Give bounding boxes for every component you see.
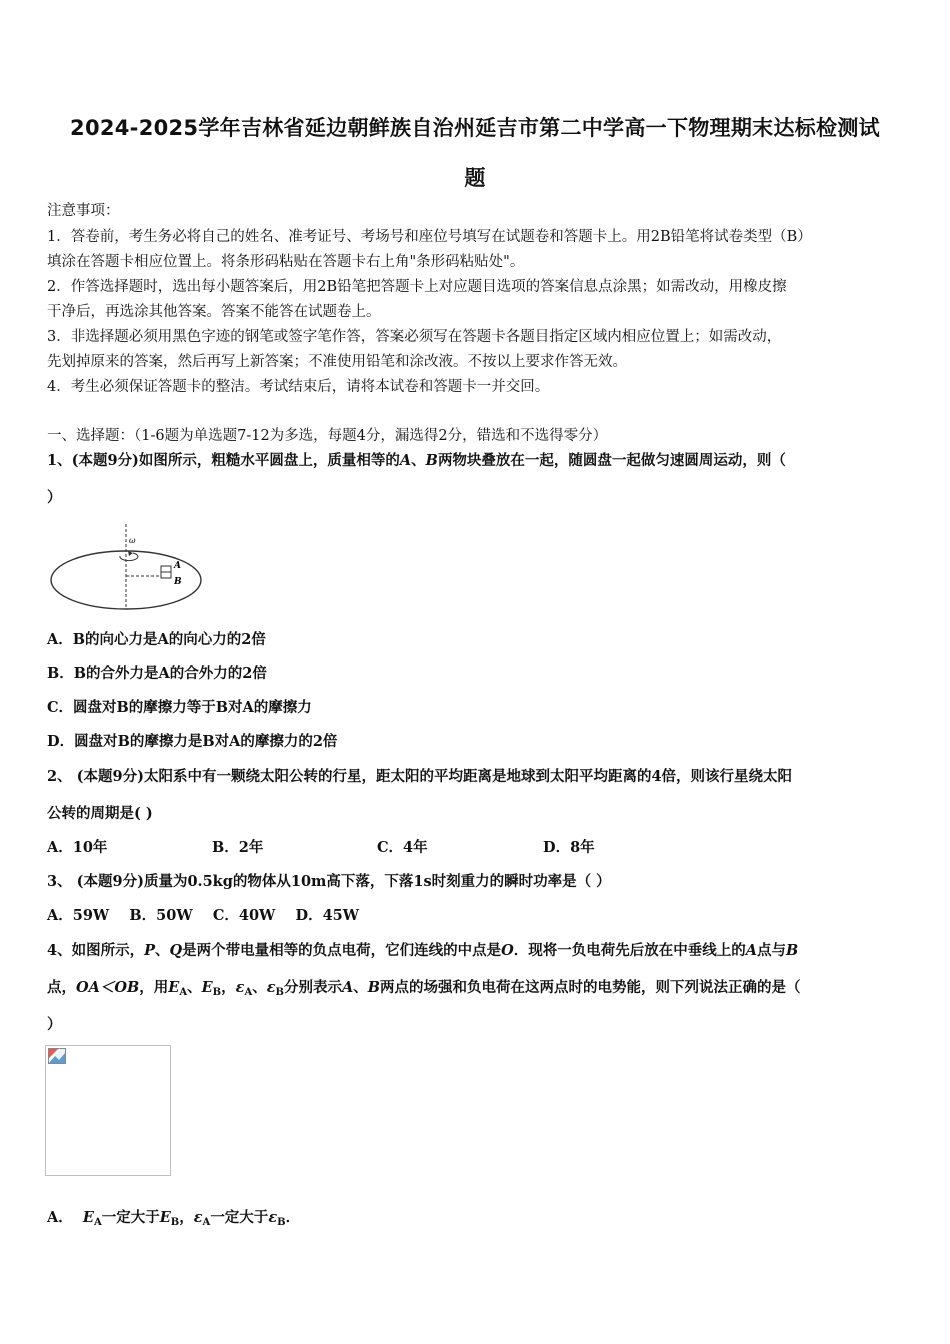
q3-options: A．59W B．50W C．40W D．45W bbox=[47, 907, 360, 924]
q4-sub-b: B bbox=[212, 987, 222, 998]
q4-text-h: 两点的场强和负电荷在这两点时的电势能，则下列说法正确的是（ bbox=[380, 979, 801, 996]
q4-var-q: Q bbox=[169, 942, 183, 959]
q4-option-a bbox=[47, 1208, 907, 1230]
q4-text-g: 分别表示 bbox=[284, 979, 342, 996]
q1-rest: 两物块叠放在一起，随圆盘一起做匀速圆周运动，则（ bbox=[437, 452, 786, 469]
q4-sub-a2: A bbox=[244, 987, 253, 998]
q4-opt-a-prefix: A． bbox=[47, 1209, 73, 1226]
q2-option-c: C．4年 bbox=[377, 839, 428, 856]
exam-title-line2: 题 bbox=[464, 166, 486, 190]
notice-item1-a: 1．答卷前，考生务必将自己的姓名、准考证号、考场号和座位号填写在试题卷和答题卡上。用2B铅笔将试卷类型（B） bbox=[47, 229, 812, 245]
q4-var-a: A bbox=[745, 942, 758, 959]
q4-eps-b: ε bbox=[266, 979, 276, 996]
q4-close-paren: ） bbox=[47, 1016, 62, 1033]
q1-var-b: B bbox=[425, 452, 438, 469]
q1-option-c: C．圆盘对B的摩擦力等于B对A的摩擦力 bbox=[47, 699, 312, 716]
q1-option-a: A．B的向心力是A的向心力的2倍 bbox=[47, 631, 266, 648]
q3-stem: 3、 (本题9分)质量为0.5kg的物体从10m高下落，下落1s时刻重力的瞬时功率是（ ） bbox=[47, 873, 611, 890]
q2-option-d: D．8年 bbox=[543, 839, 595, 856]
q4-opt-eps-b: ε bbox=[268, 1209, 278, 1226]
q4-opt-end: ． bbox=[285, 1209, 301, 1226]
q4-var-p: P bbox=[144, 942, 155, 959]
notice-item3-a: 3．非选择题必须用黑色字迹的钢笔或签字笔作答，答案必须写在答题卡各题目指定区域内相应位置上；如需改动， bbox=[47, 329, 782, 345]
q2-option-a: A．10年 bbox=[47, 839, 108, 856]
q4-field-e: E bbox=[168, 979, 180, 996]
q1-stem bbox=[47, 451, 907, 471]
q1-option-d: D．圆盘对B的摩擦力是B对A的摩擦力的2倍 bbox=[47, 733, 338, 750]
q4-stem-line1 bbox=[47, 941, 907, 961]
notice-item3-b: 先划掉原来的答案，然后再写上新答案；不准使用铅笔和涂改液。不按以上要求作答无效。 bbox=[47, 354, 627, 370]
notice-item2-a: 2．作答选择题时，选出每小题答案后，用2B铅笔把答题卡上对应题目选项的答案信息点涂黑；如需改动，用橡皮擦 bbox=[47, 279, 787, 295]
notice-item4: 4．考生必须保证答题卡的整洁。考试结束后，请将本试卷和答题卡一并交回。 bbox=[47, 379, 550, 395]
q4-opt-sub-a2: A bbox=[202, 1217, 211, 1228]
q4-var-o: O bbox=[501, 942, 514, 959]
q4-sep: 、 bbox=[155, 942, 170, 959]
block-a bbox=[161, 566, 171, 572]
q4-text-e: 点， bbox=[47, 979, 76, 996]
q1-close-paren: ） bbox=[47, 489, 62, 506]
q4-opt-t1: 一定大于 bbox=[101, 1209, 160, 1226]
q4-sub-b2: B bbox=[275, 987, 284, 998]
q4-opt-e-a: E bbox=[82, 1209, 94, 1226]
q2-stem-line1: 2、 (本题9分)太阳系中有一颗绕太阳公转的行星，距太阳的平均距离是地球到太阳平均距离的4倍，则该行星绕太阳 bbox=[47, 768, 793, 785]
q4-opt-sub-a: A bbox=[93, 1217, 102, 1228]
q4-opt-sub-b: B bbox=[170, 1217, 180, 1228]
broken-image-icon bbox=[48, 1048, 66, 1064]
q4-opt-eps-a: ε bbox=[193, 1209, 203, 1226]
q4-var-b2: B bbox=[367, 979, 381, 996]
q4-opt-e-b: E bbox=[159, 1209, 171, 1226]
label-b: B bbox=[174, 577, 182, 587]
q4-stem-line2: 点，OA＜OB，用$E_A$、$E_B$，$\varepsilon_A$、$\varepsilon_B$分别表示A、B两点的场强和负电荷在这两点时的电势能，则下列说法正确的是（ bbox=[47, 979, 801, 998]
section1-heading: 一、选择题：（1-6题为单选题7-12为多选，每题4分，漏选得2分，错选和不选得零分） bbox=[47, 428, 608, 444]
notice-item1-b: 填涂在答题卡相应位置上。将条形码粘贴在答题卡右上角"条形码粘贴处"。 bbox=[47, 254, 525, 270]
q4-sep3: 、 bbox=[252, 979, 267, 996]
q4-opt-sub-b2: B bbox=[277, 1217, 286, 1228]
q4-opt-t2: ， bbox=[179, 1209, 194, 1226]
q4-inequality: OA＜OB bbox=[76, 979, 140, 996]
notice-heading: 注意事项： bbox=[47, 203, 120, 219]
omega-label: ω bbox=[129, 536, 136, 545]
block-b bbox=[161, 572, 171, 578]
rotating-disc-figure bbox=[47, 522, 207, 614]
missing-figure-placeholder bbox=[45, 1045, 171, 1176]
q4-var-a2: A bbox=[342, 979, 354, 996]
q1-prefix: 1、(本题9分)如图所示，粗糙水平圆盘上，质量相等的 bbox=[47, 452, 400, 469]
q4-opt-t3: 一定大于 bbox=[210, 1209, 269, 1226]
q4-sep4: 、 bbox=[353, 979, 368, 996]
q4-eps-a: ε bbox=[235, 979, 245, 996]
q1-var-a: A bbox=[399, 452, 412, 469]
q4-text-d: 点与 bbox=[757, 942, 787, 959]
label-a: A bbox=[174, 561, 181, 571]
q4-sep2: 、 bbox=[187, 979, 202, 996]
q4-text-a: 4、如图所示， bbox=[47, 942, 145, 959]
q2-stem-line2: 公转的周期是( ) bbox=[47, 805, 153, 822]
notice-item2-b: 干净后，再选涂其他答案。答案不能答在试题卷上。 bbox=[47, 304, 381, 320]
q4-sub-a: A bbox=[179, 987, 188, 998]
q1-option-b: B．B的合外力是A的合外力的2倍 bbox=[47, 665, 267, 682]
q4-text-c: ．现将一负电荷先后放在中垂线上的 bbox=[513, 942, 746, 959]
exam-title-line1: 2024-2025学年吉林省延边朝鲜族自治州延吉市第二中学高一下物理期末达标检测试 bbox=[70, 116, 880, 140]
q2-option-b: B．2年 bbox=[212, 839, 264, 856]
q4-text-b: 是两个带电量相等的负点电荷，它们连线的中点是 bbox=[182, 942, 502, 959]
q4-field-e2: E bbox=[201, 979, 213, 996]
q4-var-b: B bbox=[786, 942, 799, 959]
q4-text-f: ，用 bbox=[139, 979, 169, 996]
q1-sep: 、 bbox=[411, 452, 426, 469]
